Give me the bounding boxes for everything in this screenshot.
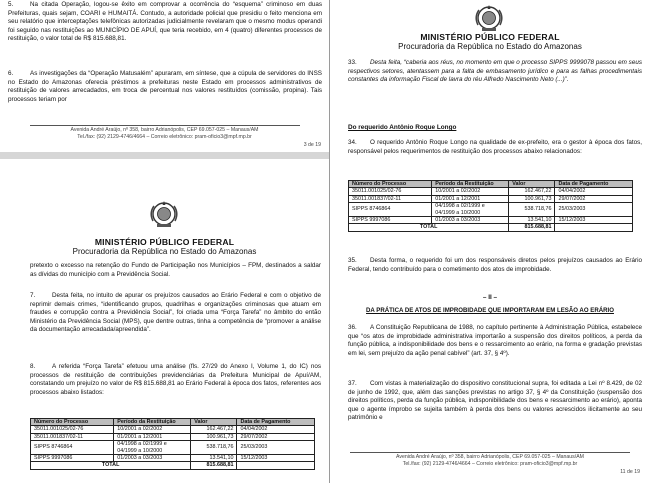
footer-rule [350, 452, 630, 453]
table-total-row [31, 462, 315, 469]
table-cell: 04/1998 a 02/1999 e 04/1999 a 10/2000 [432, 203, 509, 217]
table-row [31, 441, 315, 455]
total-value: 815.688,81 [509, 224, 555, 231]
section-heading: Do requerido Antônio Roque Longo [348, 124, 457, 131]
column-header: Valor [509, 181, 555, 188]
column-header: Número do Processo [349, 181, 432, 188]
header-subtitle: Procuradoria da República no Estado do Amazonas [72, 247, 257, 256]
table-cell: 04/04/2002 [555, 188, 633, 195]
paragraph-33: 33. Desta feita, “caberia aos réus, no momento em que o processo SIPPS 9999078 passou em seus respectivos setores, atentassem para a falta de embasamento jurídico e para as falhas procedimentais constantes da informação Fiscal de lavra do réu Alfredo Nascimento Neto (...)”. [348, 59, 642, 84]
table-cell: 100.961,73 [191, 433, 237, 440]
table-cell: 04/04/2002 [237, 426, 315, 433]
table-row [31, 433, 315, 440]
total-label: TOTAL [349, 224, 509, 231]
table-cell: 29/07/2002 [555, 195, 633, 202]
document-page-11 [330, 0, 650, 483]
republic-seal-icon [472, 3, 506, 33]
table-cell: 13.541,10 [191, 455, 237, 462]
table-cell: 10/2001 a 02/2002 [432, 188, 509, 195]
table-row [349, 203, 633, 217]
column-header: Valor [191, 419, 237, 426]
header-title: MINISTÉRIO PÚBLICO FEDERAL [94, 237, 235, 247]
table-cell: 35011.001837/02-11 [31, 433, 114, 440]
paragraph-6: 6. As investigações da “Operação Matusalém” apuraram, em síntese, que a cúpula de servidores do INSS no Estado do Amazonas oferecia préstimos a prefeituras neste Estado em processos administrativos de restituição de valores arrecadados, em troca de percentual nos valores restituídos (comissão, propina). Tais processos teriam por [8, 70, 322, 103]
total-value: 815.688,81 [191, 462, 237, 469]
table-cell: 01/2003 a 03/2003 [432, 217, 509, 224]
table-cell: 15/12/2003 [555, 217, 633, 224]
section-heading-improbidade: DA PRÁTICA DE ATOS DE IMPROBIDADE QUE IMPORTARAM EM LESÃO AO ERÁRIO [366, 307, 614, 314]
column-header: Data de Pagamento [555, 181, 633, 188]
table-cell: 162.467,22 [509, 188, 555, 195]
table-header-row [31, 419, 315, 426]
paragraph-35: 35. Desta forma, o requerido foi um dos responsáveis diretos pelos prejuízos causados ao Erário Federal, tendo contribuído para o cometimento dos atos de improbidade. [348, 257, 642, 273]
table-cell: 25/03/2003 [555, 203, 633, 217]
table-cell: 13.541,10 [509, 217, 555, 224]
table-cell: SIPPS 9997086 [31, 455, 114, 462]
table-row [31, 426, 315, 433]
table-cell: 25/03/2003 [237, 441, 315, 455]
paragraph-37: 37. Com vistas à materialização do dispositivo constitucional supra, foi editada a Lei nº 8.429, de 02 de junho de 1992, que, além das sanções previstas no artigo 37, § 4º da Constituição (suspensão dos direitos políticos, perda da função pública, indisponibilidade dos bens e ressarcimento ao erário), aponta que o agente ímprobo se sujeita também à perda dos bens ou valores acrescidos ilicitamente ao seu patrimônio e [348, 380, 642, 422]
table-header-row [349, 181, 633, 188]
table-cell: 01/2001 a 12/2001 [432, 195, 509, 202]
table-cell: 35011.001025/02-76 [349, 188, 432, 195]
table-cell: 29/07/2002 [237, 433, 315, 440]
table-cell: 538.718,76 [191, 441, 237, 455]
table-cell: 35011.001025/02-76 [31, 426, 114, 433]
table-cell: 538.718,76 [509, 203, 555, 217]
paragraph-7: 7. Desta feita, no intuito de apurar os prejuízos causados ao Erário Federal e com o objetivo de reprimir demais crimes, “identificando grupos, quadrilhas e organizações criminosas que atuam em fraudes e corrupção contra a Previdência Social”, foi criada uma “Força Tarefa” no âmbito do então Ministério da Previdência Social (MPS), que dentre outras, tinha a competência de “promover a análise da documentação arrecadada/apreendida”. [30, 292, 321, 334]
table-row [349, 217, 633, 224]
column-header: Período da Restituição [114, 419, 191, 426]
restitution-table-left [30, 418, 315, 470]
table-cell: 100.961,73 [509, 195, 555, 202]
table-cell: 162.467,22 [191, 426, 237, 433]
table-cell: 01/2001 a 12/2001 [114, 433, 191, 440]
table-cell: SIPPS 8746864 [31, 441, 114, 455]
page-number: 11 de 19 [620, 469, 640, 475]
footer-rule [30, 125, 300, 126]
paragraph-5: 5. Na citada Operação, logou-se êxito em comprovar a ocorrência do “esquema” criminoso em duas Prefeituras, quais sejam, COARI e HUMAITÁ. Contudo, a autoridade policial que presidiu o feito menciona em seu relatório que interceptações telefônicas autorizadas judicialmente revelaram que o mesmo modus operandi foi seguido nas restituições ao MUNICÍPIO DE APUÍ, que teria recebido, em 4 (quatro) diferentes processos de restituição, o valor total de R$ 815.688,81. [8, 1, 322, 43]
page-number: 3 de 19 [303, 142, 321, 148]
paragraph-continuation: pretexto o excesso na retenção do Fundo de Participação nos Municípios – FPM, destinados a saldar as dívidas do município com a Previdência Social. [30, 262, 321, 278]
section-roman-numeral: – II – [482, 294, 498, 301]
table-cell: 01/2003 a 03/2003 [114, 455, 191, 462]
restitution-table-right [348, 180, 633, 232]
paragraph-36: 36. A Constituição Republicana de 1988, no capítulo pertinente à Administração Pública, estabelece que “os atos de improbidade administrativa importarão a suspensão dos direitos políticos, a perda da função pública, a indisponibilidade dos bens e o ressarcimento ao erário, na forma e gradação previstas em lei, sem prejuízo da ação penal cabível” (art. 37, § 4º). [348, 324, 642, 357]
table-cell-empty [237, 462, 315, 469]
header-title: MINISTÉRIO PÚBLICO FEDERAL [420, 32, 560, 42]
total-label: TOTAL [31, 462, 191, 469]
table-cell-empty [555, 224, 633, 231]
table-row [31, 455, 315, 462]
table-cell: 04/1998 a 02/1999 e 04/1999 a 10/2000 [114, 441, 191, 455]
paragraph-34: 34. O requerido Antônio Roque Longo na qualidade de ex-prefeito, era o gestor à época dos fatos, responsável pelos requerimentos de restituição dos processos abaixo relacionados: [348, 139, 642, 155]
paragraph-8: 8. A referida “Força Tarefa” efetuou uma análise (fls. 27/29 do Anexo I, Volume 1, do IC) nos processos de restituição de contribuições previdenciárias da Prefeitura Municipal de Apuí/AM, constatando um prejuízo no valor de R$ 815.688,81 ao Erário Federal à época dos fatos, referentes aos processos abaixo listados: [30, 363, 321, 396]
column-header: Período da Restituição [432, 181, 509, 188]
document-page-3 [0, 0, 329, 152]
footer-contact: Tel./fax: (92) 2129-4746/4664 – Correio eletrônico: pram-oficio3@mpf.mp.br [77, 134, 252, 140]
table-cell: SIPPS 8746864 [349, 203, 432, 217]
table-total-row [349, 224, 633, 231]
footer-address: Avenida André Araújo, nº 358, bairro Adrianópolis, CEP 69.057-025 – Manaus/AM [396, 454, 584, 460]
table-cell: 35011.001837/02-11 [349, 195, 432, 202]
header-subtitle: Procuradoria da República no Estado do Amazonas [398, 42, 582, 51]
table-row [349, 188, 633, 195]
table-cell: SIPPS 9997086 [349, 217, 432, 224]
page-separator [0, 152, 329, 159]
footer-address: Avenida André Araújo, nº 358, bairro Adrianópolis, CEP 69.057-025 – Manaus/AM [70, 127, 259, 133]
footer-contact: Tel./fax: (92) 2129-4746/4664 – Correio eletrônico: pram-oficio3@mpf.mp.br [402, 461, 578, 467]
table-cell: 10/2001 a 02/2002 [114, 426, 191, 433]
table-row [349, 195, 633, 202]
republic-seal-icon [147, 199, 181, 229]
column-header: Número do Processo [31, 419, 114, 426]
column-header: Data de Pagamento [237, 419, 315, 426]
document-page-left [0, 159, 329, 483]
table-cell: 15/12/2003 [237, 455, 315, 462]
